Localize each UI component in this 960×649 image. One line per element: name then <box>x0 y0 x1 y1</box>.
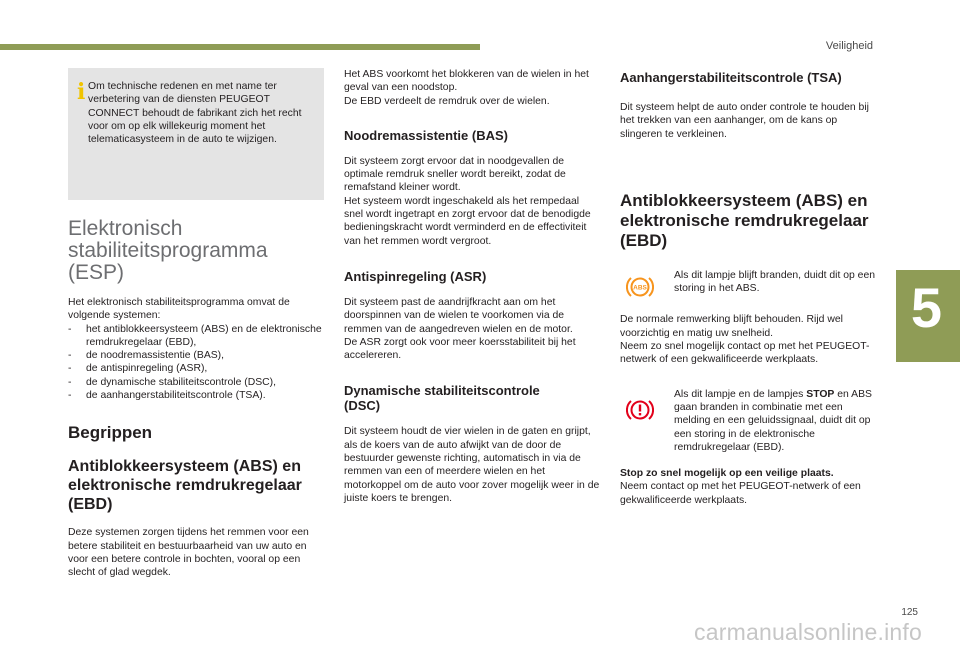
abs-big-line2: elektronische remdrukregelaar <box>620 210 869 230</box>
asr-text-1: Dit systeem past de aandrijfkracht aan om het doorspinnen van de wielen te voorkomen via de remmen van de aangedreven wielen en de motor. <box>344 296 573 335</box>
info-box <box>68 68 324 200</box>
abs-continued-1: Het ABS voorkomt het blokkeren van de wielen in het geval van een noodstop. <box>344 69 589 94</box>
stop-text-b: en ABS gaan branden in combinatie met een melding en een geluidssignaal, duidt dit op een storing in de elektronische remdrukregelaar (EBD). <box>674 388 872 453</box>
bas-text-2: Het systeem wordt ingeschakeld als het rempedaal snel wordt ingetrapt en zorgt ervoor dat de benodigde bedieningskracht wordt verminderd en de effectiviteit van het remmen wordt vergroot. <box>344 195 591 247</box>
section-name: Veiligheid <box>825 40 873 52</box>
abs-heading-line1: Antiblokkeersysteem (ABS) en <box>68 458 301 476</box>
chapter-number: 5 <box>910 276 942 339</box>
stop-lamp-text <box>674 388 876 454</box>
dsc-heading-line1: Dynamische stabiliteitscontrole <box>344 383 540 399</box>
abs-icon-label: ABS <box>633 284 647 292</box>
stop-text-a: Als dit lampje en de lampjes <box>674 388 807 400</box>
abs-ebd-heading <box>68 457 324 514</box>
stop-warning-text: Neem contact op met het PEUGEOT-netwerk of een gekwalificeerde werkplaats. <box>620 481 861 506</box>
bas-text-1: Dit systeem zorgt ervoor dat in noodgevallen de optimale remdruk sneller wordt bereikt, zodat de remafstand kleiner wordt. <box>344 155 566 194</box>
abs-lamp-text: Als dit lampje blijft branden, duidt dit op een storing in het ABS. <box>674 269 876 295</box>
stop-warning-bold: Stop zo snel mogelijk op een veilige plaats. <box>620 468 834 480</box>
esp-title <box>68 218 324 284</box>
abs-heading-line2: elektronische remdrukregelaar (EBD) <box>68 477 302 514</box>
brake-warning-lamp-icon <box>626 396 654 424</box>
top-accent-bar <box>0 44 480 50</box>
abs-note-2: Neem zo snel mogelijk contact op met het PEUGEOT-netwerk of een gekwalificeerde werkplaats. <box>620 341 870 366</box>
abs-big-line1: Antiblokkeersysteem (ABS) en <box>620 190 868 210</box>
list-item: - de antispinregeling (ASR), <box>68 362 324 375</box>
column-2 <box>344 68 600 505</box>
abs-warning-lamp-icon <box>626 273 654 301</box>
info-icon: i <box>77 79 86 105</box>
info-text: Om technische redenen en met name ter verbetering van de diensten PEUGEOT CONNECT behoudt de fabrikant zich het recht voor om op elk willekeurig moment het telematicasysteem in de auto te wijzigen. <box>88 81 302 146</box>
column-3 <box>620 68 876 507</box>
asr-text-2: De ASR zorgt ook voor meer koersstabiliteit bij het accelereren. <box>344 336 576 362</box>
esp-list <box>68 323 324 403</box>
watermark: carmanualsonline.info <box>694 619 922 645</box>
stop-word: STOP <box>806 388 835 400</box>
list-item: - de aanhangerstabiliteitscontrole (TSA). <box>68 389 324 402</box>
dsc-heading <box>344 383 600 413</box>
page-number: 125 <box>901 607 918 618</box>
abs-text: Deze systemen zorgen tijdens het remmen voor een betere stabiliteit en bestuurbaarheid van uw auto en voor een betere controle in bochten, vooral op een slecht of glad wegdek. <box>68 527 309 579</box>
dsc-text: Dit systeem houdt de vier wielen in de gaten en grijpt, als de koers van de auto afwijkt van de door de bestuurder gewenste richting, automatisch in via de remmen van een of meerdere wielen en het motorkoppel om de auto voor zover mogelijk weer in de juiste koers te brengen. <box>344 426 600 504</box>
stop-lamp-row <box>620 388 876 454</box>
list-item: - de dynamische stabiliteitscontrole (DSC), <box>68 376 324 389</box>
dsc-heading-line2: (DSC) <box>344 398 381 414</box>
tsa-heading: Aanhangerstabiliteitscontrole (TSA) <box>620 70 842 85</box>
abs-note-1: De normale remwerking blijft behouden. Rijd wel voorzichtig en matig uw snelheid. <box>620 314 843 339</box>
begrippen-heading: Begrippen <box>68 423 153 443</box>
abs-ebd-big-heading <box>620 191 876 251</box>
list-item: - de noodremassistentie (BAS), <box>68 349 324 362</box>
abs-big-line3: (EBD) <box>620 230 668 250</box>
esp-title-line1: Elektronisch <box>68 217 183 240</box>
tsa-text: Dit systeem helpt de auto onder controle te houden bij het trekken van een aanhanger, om de kans op slingeren te verkleinen. <box>620 102 869 140</box>
bas-heading: Noodremassistentie (BAS) <box>344 127 508 143</box>
abs-continued-2: De EBD verdeelt de remdruk over de wielen. <box>344 95 550 107</box>
esp-intro: Het elektronisch stabiliteitsprogramma omvat de volgende systemen: <box>68 297 290 322</box>
column-1 <box>68 68 324 580</box>
abs-lamp-row <box>620 269 876 296</box>
asr-heading: Antispinregeling (ASR) <box>344 268 487 284</box>
esp-title-line2: stabiliteitsprogramma (ESP) <box>68 239 268 284</box>
list-item: - het antiblokkeersysteem (ABS) en de elektronische remdrukregelaar (EBD), <box>68 323 324 350</box>
